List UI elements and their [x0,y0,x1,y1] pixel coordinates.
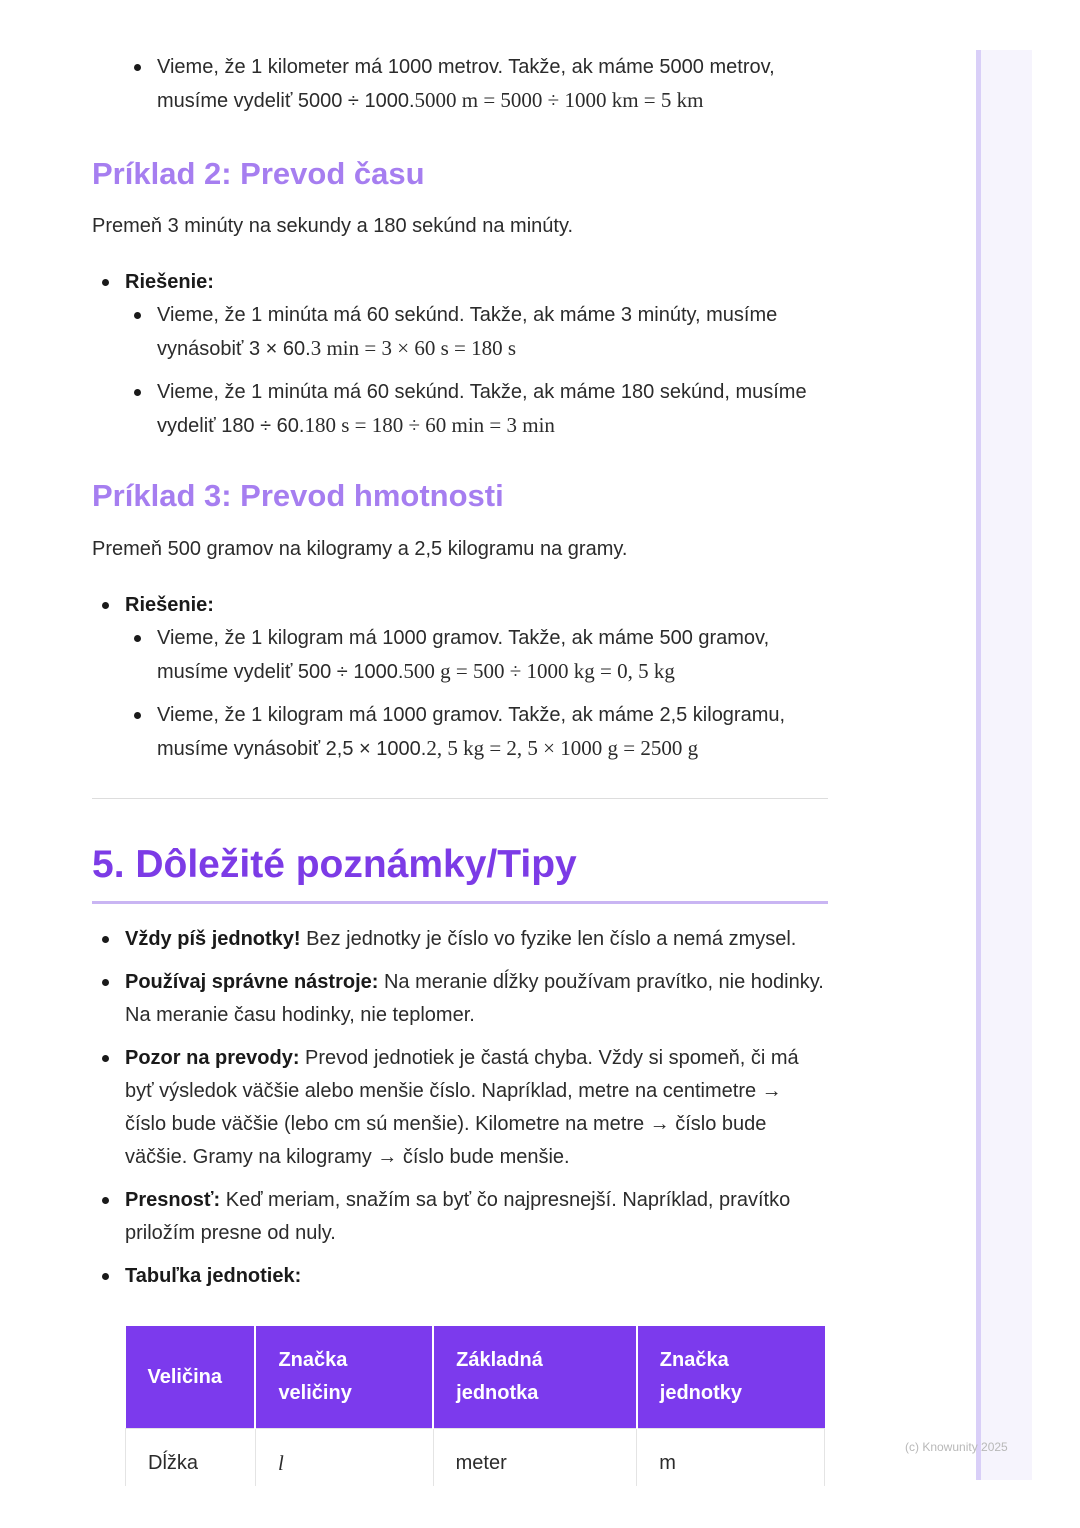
list-item [92,622,828,689]
example2-list [92,266,828,443]
intro-math: 5000 m = 5000 ÷ 1000 km = 5 km [414,88,704,112]
document-content [92,50,828,1486]
tip-text: Na meranie dĺžky používam pravítko, nie hodinky. Na meranie času hodinky, nie teplomer. [125,971,824,1026]
tip-item [92,923,828,956]
example3-list [92,589,828,766]
table-header-row [126,1326,825,1429]
intro-list [92,51,828,118]
list-item [92,51,828,118]
header-cell: Veličina [126,1326,256,1429]
step-math: 500 g = 500 ÷ 1000 kg = 0, 5 kg [403,659,675,683]
units-table [125,1326,825,1486]
solution-label: Riešenie: [125,594,214,616]
table-cell: meter [433,1429,637,1487]
tip-label: Vždy píš jednotky! [125,928,301,950]
tip-label: Používaj správne nástroje: [125,971,379,993]
list-item [92,299,828,366]
intro-text: Vieme, že 1 kilometer má 1000 metrov. Takže, ak máme 5000 metrov, musíme vydeliť 5000 ÷ 1000. [157,56,775,112]
section5-title: 5. Dôležité poznámky/Tipy [92,839,828,904]
list-item [92,699,828,766]
tip-item [92,1042,828,1174]
solution-item [92,589,828,622]
example3-task: Premeň 500 gramov na kilogramy a 2,5 kilogramu na gramy. [92,538,628,560]
step-math: 2, 5 kg = 2, 5 × 1000 g = 2500 g [426,736,699,760]
step-text: Vieme, že 1 minúta má 60 sekúnd. Takže, ak máme 180 sekúnd, musíme vydeliť 180 ÷ 60. [157,381,807,437]
tip-item [92,1260,828,1293]
solution-label: Riešenie: [125,271,214,293]
tip-item [92,1184,828,1250]
header-cell: Značka jednotky [637,1326,825,1429]
tip-text: Prevod jednotiek je častá chyba. Vždy si spomeň, či má byť výsledok väčšie alebo menšie číslo. Napríklad, metre na centimetre → číslo bude väčšie (lebo cm sú menšie). Kilometre na metre → číslo bude väčšie. Gramy na kilogramy → číslo bude menšie. [125,1047,799,1168]
right-sidebar-panel [976,50,1032,1480]
tip-text: Keď meriam, snažím sa byť čo najpresnejší. Napríklad, pravítko priložím presne od nuly. [125,1189,791,1244]
table-label: Tabuľka jednotiek: [125,1265,302,1287]
example3-title: Príklad 3: Prevod hmotnosti [92,478,504,513]
tip-item [92,966,828,1032]
example2-title: Príklad 2: Prevod času [92,156,425,191]
step-math: 180 s = 180 ÷ 60 min = 3 min [304,413,555,437]
table-row [126,1429,825,1487]
example2-task: Premeň 3 minúty na sekundy a 180 sekúnd na minúty. [92,215,574,237]
step-math: 3 min = 3 × 60 s = 180 s [310,336,517,360]
table-cell: l [255,1429,433,1487]
table-cell: m [637,1429,825,1487]
header-cell: Značka veličiny [255,1326,433,1429]
tip-text: Bez jednotky je číslo vo fyzike len číslo a nemá zmysel. [300,928,797,950]
tips-list [92,923,828,1293]
list-item [92,376,828,443]
step-text: Vieme, že 1 minúta má 60 sekúnd. Takže, ak máme 3 minúty, musíme vynásobiť 3 × 60. [157,304,778,360]
step-text: Vieme, že 1 kilogram má 1000 gramov. Takže, ak máme 500 gramov, musíme vydeliť 500 ÷ 1000. [157,627,770,683]
table-cell: Dĺžka [126,1429,256,1487]
watermark: (c) Knowunity 2025 [905,1440,1008,1454]
header-cell: Základná jednotka [433,1326,637,1429]
step-text: Vieme, že 1 kilogram má 1000 gramov. Takže, ak máme 2,5 kilogramu, musíme vynásobiť 2,5 × 1000. [157,704,786,760]
solution-item [92,266,828,299]
tip-label: Presnosť: [125,1189,221,1211]
tip-label: Pozor na prevody: [125,1047,300,1069]
